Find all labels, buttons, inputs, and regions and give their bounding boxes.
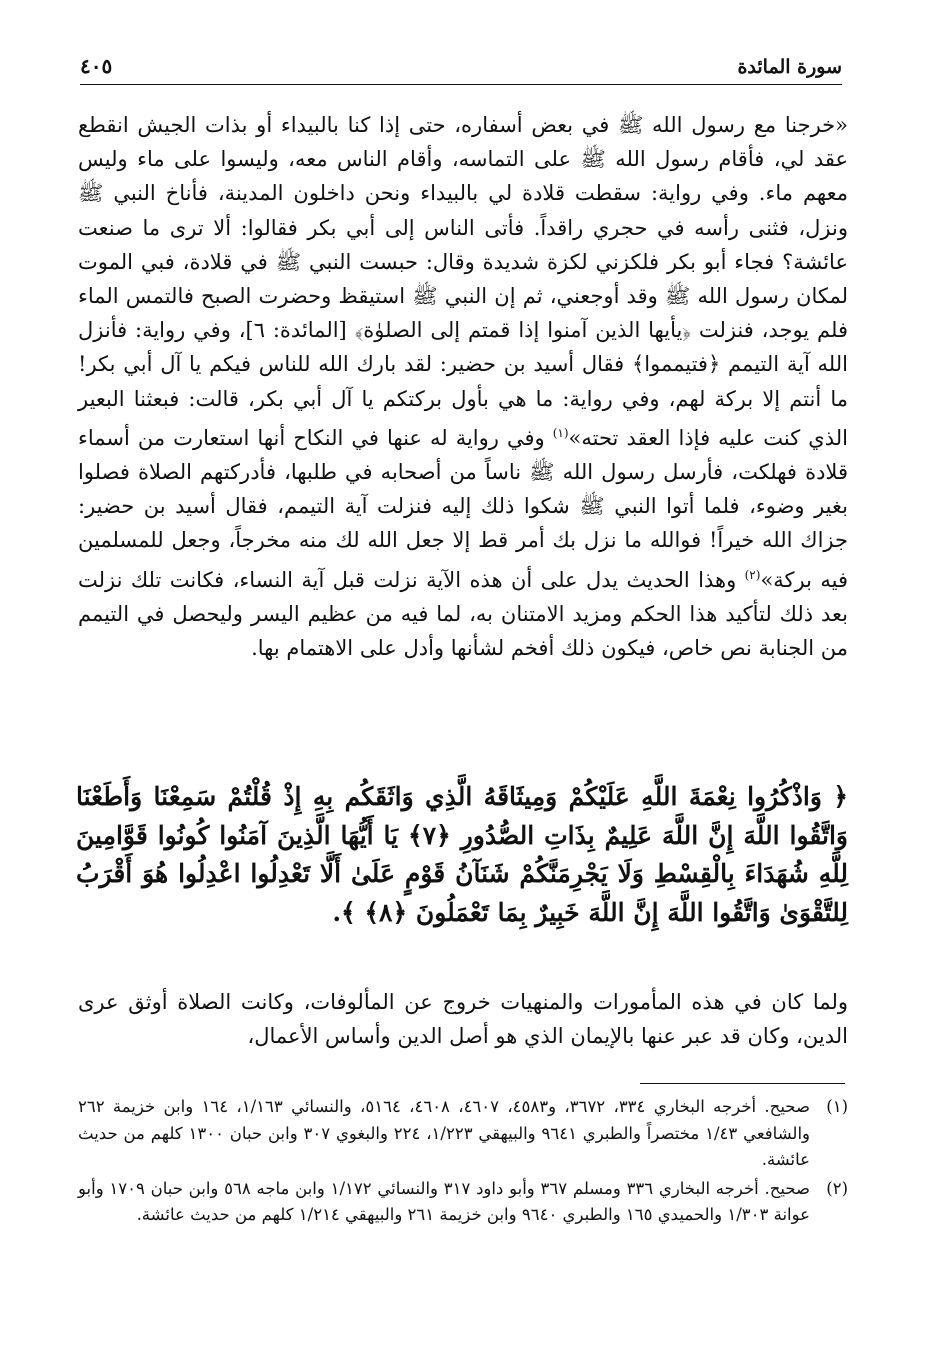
hadith-paragraph xyxy=(78,108,848,665)
footnotes xyxy=(78,1094,848,1231)
footnote-number: (٢) xyxy=(826,1178,848,1198)
paragraph-part-2: وفي رواية له عنها في النكاح أنها استعارت من أسماء قلادة فهلكت، فأرسل رسول الله ﷺ ناساً من أصحابه في طلبها، فأدركتهم الصلاة فصلوا بغير وضوء، فلما أتوا النبي ﷺ شكوا ذلك إليه فنزلت آية التيمم، فقال أسيد بن حضير: جزاك الله خيراً! فوالله ما نزل بك أمر قط إلا جعل الله لك منه مخرجاً، وجعل للمسلمين فيه بركة» xyxy=(78,425,848,592)
paragraph-part-3: وهذا الحديث يدل على أن هذه الآية نزلت قبل آية النساء، فكانت تلك نزلت بعد ذلك لتأكيد هذا الحكم ومزيد الامتنان به، لما فيه من عظيم اليسر وليحصل في التيمم من الجنابة نص خاص، فيكون ذلك أفخم لشأنها وأدل على الاهتمام بها. xyxy=(78,567,848,661)
footnote-text: صحيح. أخرجه البخاري ٣٣٤، ٣٦٧٢، و٤٥٨٣، ٤٦٠٧، ٤٦٠٨، ٥١٦٤، والنسائي ١/١٦٣، ١٦٤ وابن خزيمة ٢٦٢ والشافعي ١/٤٣ مختصراً والطبري ٩٦٤١ والبيهقي ١/٢٢٣، ٢٢٤ والبغوي ٣٠٧ وابن حبان ١٣٠٠ كلهم من حديث عائشة. xyxy=(78,1097,811,1169)
closing-paragraph: ولما كان في هذه المأمورات والمنهيات خروج عن المألوفات، وكانت الصلاة أوثق عرى الدين، وكان قد عبر عنها بالإيمان الذي هو أصل الدين وأساس الأعمال، xyxy=(78,990,848,1048)
main-text xyxy=(78,108,848,665)
footnote-divider xyxy=(640,1083,845,1084)
footnote-number: (١) xyxy=(826,1097,848,1116)
footnote-2 xyxy=(78,1176,848,1229)
footnote-ref-1: (١) xyxy=(552,425,569,440)
page-header xyxy=(80,44,842,85)
quran-verse: ﴿ وَاذْكُرُوا نِعْمَةَ اللَّهِ عَلَيْكُمْ وَمِيثَاقَهُ الَّذِي وَاثَقَكُم بِهِ إِذْ قُلْتُمْ سَمِعْنَا وَأَطَعْنَا وَاتَّقُوا اللَّهَ إِنَّ اللَّهَ عَلِيمٌ بِذَاتِ الصُّدُورِ ﴿٧﴾ يَا أَيُّهَا الَّذِينَ آمَنُوا كُونُوا قَوَّامِينَ لِلَّهِ شُهَدَاءَ بِالْقِسْطِ وَلَا يَجْرِمَنَّكُمْ شَنَآنُ قَوْمٍ عَلَىٰ أَلَّا تَعْدِلُوا اعْدِلُوا هُوَ أَقْرَبُ لِلتَّقْوَىٰ وَاتَّقُوا اللَّهَ إِنَّ اللَّهَ خَبِيرٌ بِمَا تَعْمَلُونَ ﴿٨﴾ ﴾. xyxy=(76,782,849,927)
surah-title: سورة المائدة xyxy=(737,56,842,78)
page-number: ٤٠٥ xyxy=(80,54,113,78)
footnote-text: صحيح. أخرجه البخاري ٣٣٦ ومسلم ٣٦٧ وأبو داود ٣١٧ والنسائي ١/١٧٢ وابن ماجه ٥٦٨ وابن حبان ١٧٠٩ وأبو عوانة ١/٣٠٣ والحميدي ١٦٥ والطبري ٩٦٤٠ وابن خزيمة ٢٦١ والبيهقي ١/٢١٤ كلهم من حديث عائشة. xyxy=(78,1178,811,1224)
paragraph-part-1: «خرجنا مع رسول الله ﷺ في بعض أسفاره، حتى إذا كنا بالبيداء أو بذات الجيش انقطع عقد لي، فأقام رسول الله ﷺ على التماسه، وأقام الناس معه، وليسوا على ماء وليس معهم ماء. وفي رواية: سقطت قلادة لي بالبيداء ونحن داخلون المدينة، فأناخ النبي ﷺ ونزل، فثنى رأسه في حجري راقداً. فأتى الناس إلى أبي بكر فقالوا: ألا ترى ما صنعت عائشة؟ فجاء أبو بكر فلكزني لكزة شديدة وقال: حبست النبي ﷺ في قلادة، فبي الموت لمكان رسول الله ﷺ وقد أوجعني، ثم إن النبي ﷺ استيقظ وحضرت الصبح فالتمس الماء فلم يوجد، فنزلت ﴿يأيها الذين آمنوا إذا قمتم إلى الصلوٰة﴾ [المائدة: ٦]، وفي رواية: فأنزل الله آية التيمم ﴿فتيمموا﴾ فقال أسيد بن حضير: لقد بارك الله للناس فيكم يا آل أبي بكر! ما أنتم إلا بركة لهم، وفي رواية: ما هي بأول بركتكم يا آل أبي بكر، قالت: فبعثنا البعير الذي كنت عليه فإذا العقد تحته» xyxy=(78,113,848,450)
footnote-ref-2: (٢) xyxy=(744,567,761,582)
footnote-1 xyxy=(78,1094,848,1174)
